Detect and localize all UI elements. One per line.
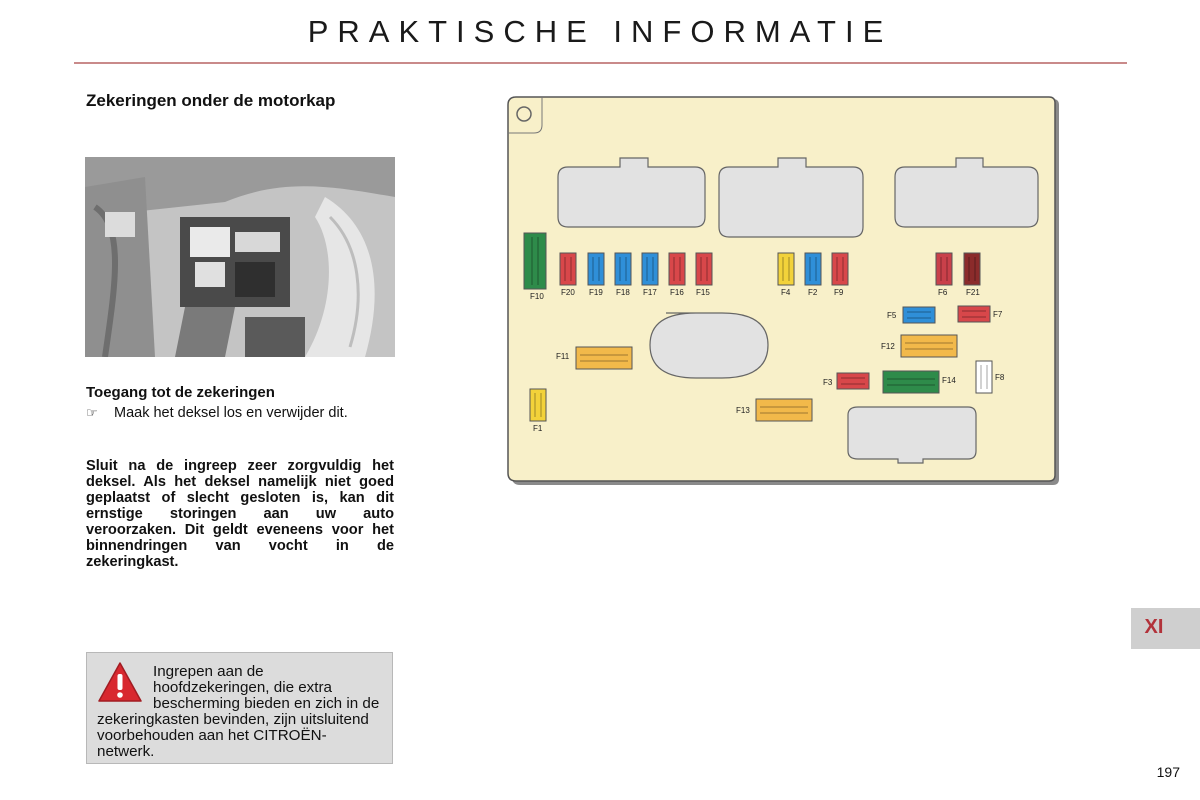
page-number: 197 — [1156, 764, 1180, 780]
engine-bay-image — [85, 157, 395, 357]
fuse-label-f16: F16 — [670, 288, 684, 297]
access-step-text: Maak het deksel los en verwijder dit. — [114, 405, 348, 421]
fuse-label-f4: F4 — [781, 288, 791, 297]
hand-pointer-icon: ☞ — [86, 405, 98, 420]
fuse-label-f1: F1 — [533, 424, 543, 433]
relay-socket — [650, 313, 768, 378]
fuse-f20 — [560, 253, 576, 297]
fuse-label-f13: F13 — [736, 406, 750, 415]
fuse-box-diagram — [506, 95, 1059, 485]
relay-socket — [719, 158, 863, 237]
fuse-label-f18: F18 — [616, 288, 630, 297]
fuse-label-f9: F9 — [834, 288, 844, 297]
relay-socket — [848, 407, 976, 463]
warning-text: Sluit na de ingreep zeer zorgvuldig het deksel. Als het deksel namelijk niet goed geplaatst of slecht gesloten is, kan dit ernstige storingen aan uw auto veroorzaken. Dit geldt eveneens voor het binnendringen van vocht in de zekeringkast. — [86, 458, 394, 570]
fuse-label-f19: F19 — [589, 288, 603, 297]
caution-icon-space — [97, 664, 153, 702]
fuse-label-f10: F10 — [530, 292, 544, 301]
fuse-f18 — [615, 253, 631, 297]
fuse-label-f7: F7 — [993, 310, 1003, 319]
chapter-tab-label: XI — [1144, 616, 1164, 638]
fuse-f16 — [669, 253, 685, 297]
relay-socket — [558, 158, 705, 227]
header-divider — [74, 62, 1127, 64]
caution-text: Ingrepen aan de hoofdzekeringen, die extra bescherming bieden en zich in de zekeringkasten bevinden, zijn uitsluitend voorbehouden aan het CITROËN-netwerk. — [97, 663, 380, 760]
access-step — [86, 405, 348, 421]
fuse-label-f20: F20 — [561, 288, 575, 297]
fuse-f17 — [642, 253, 658, 297]
fuse-label-f21: F21 — [966, 288, 980, 297]
fuse-f19 — [588, 253, 604, 297]
fuse-label-f6: F6 — [938, 288, 948, 297]
section-title: Zekeringen onder de motorkap — [86, 91, 336, 110]
fuse-label-f12: F12 — [881, 342, 895, 351]
mounting-hole-icon — [517, 107, 531, 121]
fuse-f15 — [696, 253, 712, 297]
chapter-tab[interactable] — [1131, 608, 1200, 649]
fuse-label-f15: F15 — [696, 288, 710, 297]
relay-socket — [895, 158, 1038, 227]
fuse-label-f14: F14 — [942, 376, 956, 385]
caution-text-wrap — [97, 664, 383, 760]
access-title: Toegang tot de zekeringen — [86, 384, 275, 401]
fuse-f21 — [964, 253, 980, 297]
fuse-label-f17: F17 — [643, 288, 657, 297]
fuse-label-f8: F8 — [995, 373, 1005, 382]
caution-box — [86, 652, 393, 764]
page-header-title: PRAKTISCHE INFORMATIE — [307, 14, 893, 49]
engine-bay-photo — [85, 157, 395, 357]
fuse-label-f3: F3 — [823, 378, 833, 387]
fuse-label-f5: F5 — [887, 311, 897, 320]
fuse-label-f11: F11 — [556, 352, 570, 361]
fuse-label-f2: F2 — [808, 288, 818, 297]
